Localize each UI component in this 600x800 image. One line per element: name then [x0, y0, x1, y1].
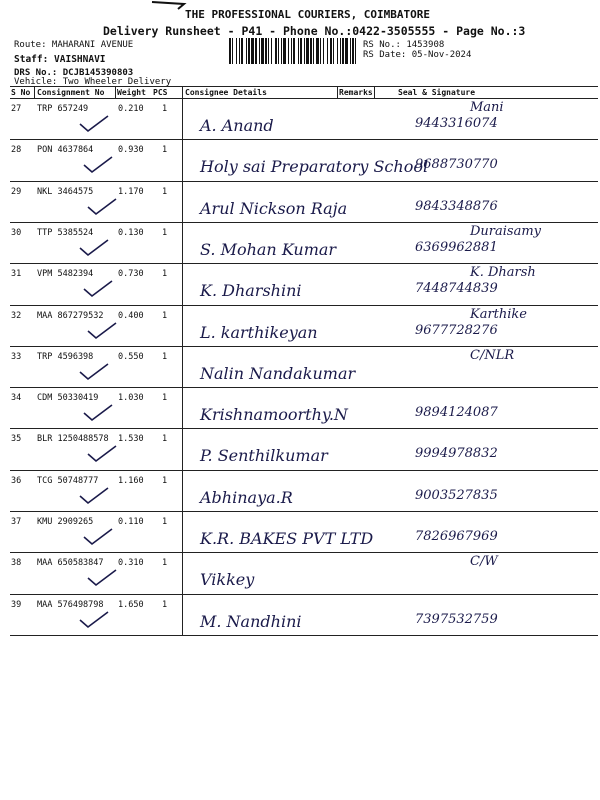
col-header-pcs: PCS — [153, 88, 168, 97]
row-divider — [10, 181, 598, 182]
row-sno: 36 — [11, 475, 22, 486]
row-consignment: NKL 3464575 — [37, 186, 94, 197]
row-pcs: 1 — [162, 558, 168, 569]
row-consignment: TRP 4596398 — [37, 351, 94, 362]
row-weight: 1.530 — [118, 434, 144, 445]
row-divider — [10, 222, 598, 223]
row-signature: Mani — [470, 100, 504, 115]
row-weight: 0.130 — [118, 227, 144, 238]
col-header-sno: S No — [11, 88, 31, 97]
row-consignment: TRP 657249 — [37, 104, 89, 114]
staff-label: Staff: VAISHNAVI — [14, 54, 106, 65]
col-divider — [34, 86, 35, 98]
row-consignee: Holy sai Preparatory School — [200, 157, 429, 177]
corner-arrow-mark — [150, 0, 190, 12]
col-divider — [115, 86, 116, 98]
vehicle-label: Vehicle: Two Wheeler Delivery — [14, 77, 172, 87]
row-consignee: Nalin Nandakumar — [200, 363, 356, 383]
row-weight: 0.110 — [118, 517, 144, 527]
row-pcs: 1 — [162, 393, 168, 404]
checkmark-icon — [82, 403, 114, 423]
col-divider — [374, 86, 375, 98]
col-header-seal: Seal & Signature — [398, 88, 476, 97]
row-weight: 1.650 — [118, 599, 144, 610]
row-pcs: 1 — [162, 475, 168, 486]
row-phone: 9894124087 — [415, 405, 498, 421]
rs-number: RS No.: 1453908 — [363, 40, 445, 50]
row-divider — [10, 387, 598, 388]
col-header-consignee: Consignee Details — [185, 88, 267, 97]
row-consignment: MAA 867279532 — [37, 310, 104, 321]
checkmark-icon — [82, 155, 114, 175]
checkmark-icon — [86, 444, 118, 464]
row-pcs: 1 — [162, 310, 168, 321]
checkmark-icon — [86, 568, 118, 588]
row-sno: 29 — [11, 186, 22, 197]
row-consignee: Vikkey — [200, 570, 255, 590]
row-pcs: 1 — [162, 227, 168, 238]
row-phone: 9443316074 — [415, 116, 498, 131]
checkmark-icon — [78, 610, 110, 630]
checkmark-icon — [82, 279, 114, 299]
row-phone: 9003527835 — [415, 487, 498, 503]
row-sno: 27 — [11, 104, 22, 114]
row-consignee: S. Mohan Kumar — [200, 239, 337, 259]
row-weight: 1.170 — [118, 186, 144, 197]
row-consignee: K.R. BAKES PVT LTD — [200, 529, 374, 548]
row-phone: 9688730770 — [415, 157, 498, 173]
row-divider — [10, 305, 598, 306]
row-consignee: M. Nandhini — [200, 611, 302, 631]
row-pcs: 1 — [162, 599, 168, 610]
row-divider — [10, 635, 598, 636]
row-consignment: BLR 1250488578 — [37, 434, 109, 445]
row-consignment: TTP 5385524 — [37, 227, 94, 238]
row-divider — [10, 428, 598, 429]
checkmark-icon — [82, 527, 114, 547]
row-weight: 1.160 — [118, 475, 144, 486]
col-header-remarks: Remarks — [339, 88, 373, 97]
row-pcs: 1 — [162, 104, 168, 114]
row-consignee: K. Dharshini — [200, 281, 302, 301]
row-sno: 28 — [11, 145, 22, 156]
checkmark-icon — [78, 362, 110, 382]
row-pcs: 1 — [162, 517, 168, 527]
row-consignee: Abhinaya.R — [200, 487, 293, 507]
row-sno: 38 — [11, 558, 22, 569]
col-divider — [182, 86, 183, 636]
row-phone: 7448744839 — [415, 281, 498, 297]
page-title: THE PROFESSIONAL COURIERS, COIMBATORE — [185, 8, 431, 21]
col-header-weight: Weight — [117, 88, 146, 97]
row-sno: 34 — [11, 393, 22, 404]
row-consignee: P. Senthilkumar — [200, 446, 328, 466]
runsheet-subtitle: Delivery Runsheet - P41 - Phone No.:0422-3505555 - Page No.:3 — [103, 24, 526, 38]
row-signature: K. Dharsh — [470, 265, 536, 281]
row-consignment: MAA 650583847 — [37, 558, 104, 569]
row-phone: 7397532759 — [415, 611, 498, 627]
row-divider — [10, 470, 598, 471]
row-divider — [10, 594, 598, 595]
row-consignment: VPM 5482394 — [37, 269, 94, 280]
row-weight: 0.310 — [118, 558, 144, 569]
row-consignment: PON 4637864 — [37, 145, 94, 156]
row-divider — [10, 139, 598, 140]
row-consignee: Arul Nickson Raja — [200, 198, 348, 218]
row-divider — [10, 552, 598, 553]
row-phone: 9677728276 — [415, 322, 498, 338]
checkmark-icon — [78, 486, 110, 506]
row-phone: 9994978832 — [415, 446, 498, 462]
row-pcs: 1 — [162, 434, 168, 445]
rs-date: RS Date: 05-Nov-2024 — [363, 50, 472, 60]
barcode — [229, 38, 357, 64]
row-divider — [10, 346, 598, 347]
row-weight: 0.550 — [118, 351, 144, 362]
row-sno: 31 — [11, 269, 22, 280]
checkmark-icon — [78, 114, 110, 134]
row-weight: 0.210 — [118, 104, 144, 114]
row-sno: 30 — [11, 227, 22, 238]
row-consignment: CDM 50330419 — [37, 393, 99, 404]
table-top-border — [10, 86, 598, 87]
row-weight: 0.930 — [118, 145, 144, 156]
row-consignment: TCG 50748777 — [37, 475, 99, 486]
drs-number: DRS No.: DCJB145390803 — [14, 68, 134, 78]
checkmark-icon — [78, 238, 110, 258]
row-pcs: 1 — [162, 351, 168, 362]
checkmark-icon — [86, 321, 118, 341]
row-consignment: KMU 2909265 — [37, 517, 94, 527]
row-sno: 39 — [11, 599, 22, 610]
col-header-consignment: Consignment No — [37, 88, 105, 97]
row-divider — [10, 263, 598, 264]
row-signature: Karthike — [470, 306, 528, 322]
row-consignee: A. Anand — [200, 116, 274, 135]
row-sno: 33 — [11, 351, 22, 362]
row-signature: C/NLR — [470, 347, 515, 363]
row-pcs: 1 — [162, 145, 168, 156]
row-pcs: 1 — [162, 186, 168, 197]
row-signature: C/W — [470, 554, 498, 570]
row-weight: 0.400 — [118, 310, 144, 321]
row-phone: 6369962881 — [415, 239, 498, 255]
row-phone: 7826967969 — [415, 529, 498, 544]
row-sno: 32 — [11, 310, 22, 321]
row-signature: Duraisamy — [470, 223, 542, 239]
row-sno: 37 — [11, 517, 22, 527]
table-header-border — [10, 98, 598, 99]
row-consignee: L. karthikeyan — [200, 322, 318, 342]
row-phone: 9843348876 — [415, 198, 498, 214]
row-weight: 0.730 — [118, 269, 144, 280]
row-pcs: 1 — [162, 269, 168, 280]
checkmark-icon — [86, 197, 118, 217]
row-divider — [10, 511, 598, 512]
row-consignee: Krishnamoorthy.N — [200, 405, 348, 425]
row-consignment: MAA 576498798 — [37, 599, 104, 610]
row-sno: 35 — [11, 434, 22, 445]
row-weight: 1.030 — [118, 393, 144, 404]
col-divider — [337, 86, 338, 98]
route-label: Route: MAHARANI AVENUE — [14, 40, 134, 50]
